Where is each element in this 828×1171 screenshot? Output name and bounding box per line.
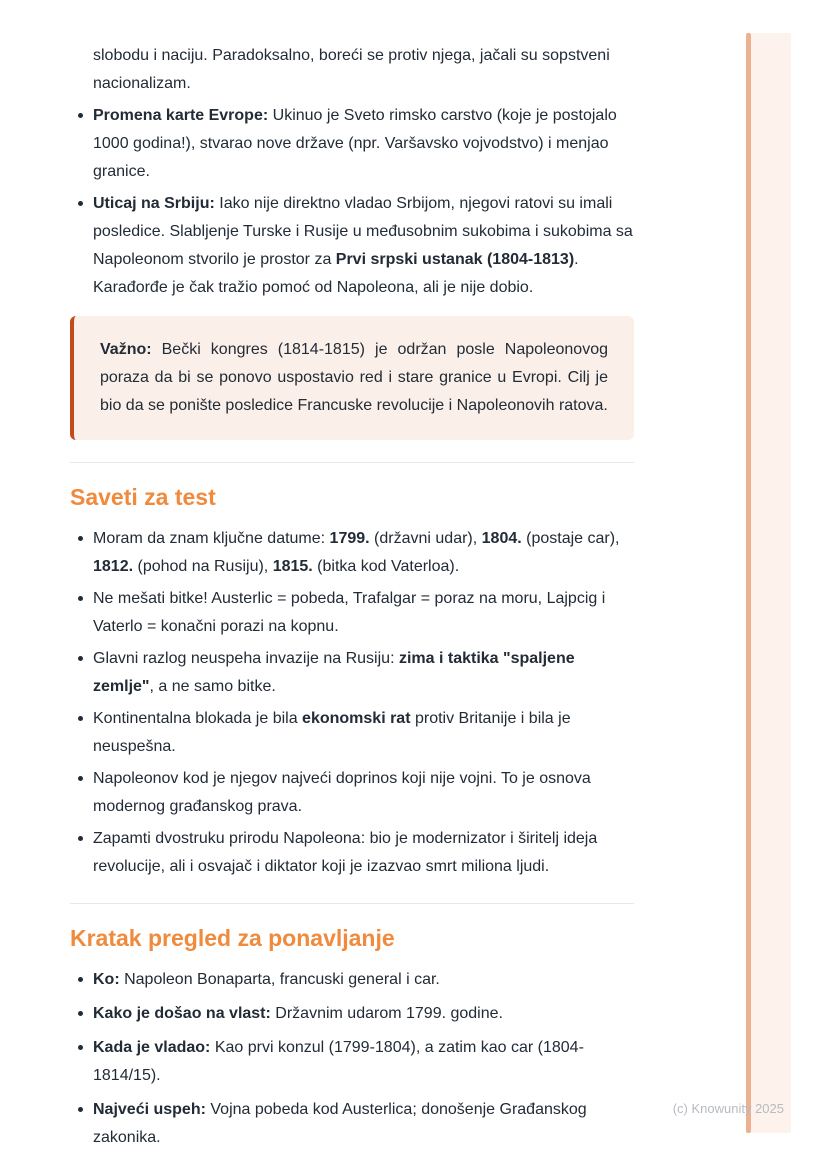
bold-text-segment: 1804. (481, 530, 522, 547)
list-item (93, 190, 634, 302)
list-item (93, 966, 634, 994)
document-content (70, 42, 634, 1158)
text-segment: . Karađorđe je čak tražio pomoć od Napoleona, ali je nije dobio. (93, 251, 579, 296)
text-segment: (pohod na Rusiju), (133, 558, 273, 575)
text-segment: Državnim udarom 1799. godine. (270, 1005, 503, 1022)
bold-text-segment: Prvi srpski ustanak (1804-1813) (335, 251, 575, 268)
bold-text-segment: 1815. (272, 558, 313, 575)
divider (70, 462, 634, 463)
text-segment: Zapamti dvostruku prirodu Napoleona: bio je modernizator i širitelj ideja revolucije, ali i osvajač i diktator koji je izazvao smrt miliona ljudi. (93, 830, 598, 875)
copyright-watermark: (c) Knowunity 2025 (672, 1101, 784, 1116)
paragraph-continuation: slobodu i naciju. Paradoksalno, boreći se protiv njega, jačali su sopstveni nacionalizam. (93, 47, 610, 92)
bold-text-segment: Kada je vladao: (93, 1039, 211, 1056)
bold-text-segment: Promena karte Evrope: (93, 107, 269, 124)
page-edge-band (751, 33, 791, 1133)
list-item (93, 1034, 634, 1090)
important-callout (70, 316, 634, 440)
review-bullet-list (70, 966, 634, 1152)
tips-bullet-list (70, 525, 634, 881)
list-item (93, 825, 634, 881)
bold-text-segment: zima i taktika "spaljene zemlje" (93, 650, 575, 695)
text-segment: Napoleon Bonaparta, francuski general i car. (119, 971, 440, 988)
list-item (93, 705, 634, 761)
bold-text-segment: ekonomski rat (302, 710, 411, 727)
divider (70, 903, 634, 904)
text-segment: protiv Britanije i bila je neuspešna. (93, 710, 571, 755)
bold-text-segment: Kako je došao na vlast: (93, 1005, 271, 1022)
page-edge-line (746, 33, 751, 1133)
list-item (93, 1000, 634, 1028)
text-segment: Ukinuo je Sveto rimsko carstvo (koje je postojalo 1000 godina!), stvarao nove države (npr. Varšavsko vojvodstvo) i menjao granice. (93, 107, 617, 180)
bold-text-segment: Uticaj na Srbiju: (93, 195, 215, 212)
list-item (93, 1096, 634, 1152)
list-item (93, 765, 634, 821)
text-segment: Kao prvi konzul (1799-1804), a zatim kao car (1804-1814/15). (93, 1039, 584, 1084)
section-heading-tips: Saveti za test (70, 484, 216, 510)
bold-text-segment: Najveći uspeh: (93, 1101, 206, 1118)
text-segment: Glavni razlog neuspeha invazije na Rusiju: (93, 650, 399, 667)
text-segment: Ne mešati bitke! Austerlic = pobeda, Trafalgar = poraz na moru, Lajpcig i Vaterlo = konačni porazi na kopnu. (93, 590, 606, 635)
bold-text-segment: 1799. (329, 530, 370, 547)
bold-text-segment: Ko: (93, 971, 120, 988)
callout-paragraph (100, 336, 608, 420)
text-segment: Napoleonov kod je njegov najveći doprinos koji nije vojni. To je osnova modernog građanskog prava. (93, 770, 591, 815)
text-segment: (postaje car), (521, 530, 620, 547)
list-item (93, 525, 634, 581)
list-item (93, 645, 634, 701)
callout-label: Važno: (100, 341, 152, 358)
intro-bullet-list (70, 102, 634, 302)
text-segment: (bitka kod Vaterloa). (312, 558, 460, 575)
text-segment: (državni udar), (369, 530, 482, 547)
list-item (93, 585, 634, 641)
text-segment: Iako nije direktno vladao Srbijom, njegovi ratovi su imali posledice. Slabljenje Turske i Rusije u međusobnim sukobima i sukobima sa Napoleonom stvorilo je prostor za (93, 195, 633, 268)
text-segment: Kontinentalna blokada je bila (93, 710, 303, 727)
text-segment: Moram da znam ključne datume: (93, 530, 330, 547)
callout-text: Bečki kongres (1814-1815) je održan posle Napoleonovog poraza da bi se ponovo uspostavio red i stare granice u Evropi. Cilj je bio da se ponište posledice Francuske revolucije i Napoleonovih ratova. (100, 341, 608, 414)
text-segment: Vojna pobeda kod Austerlica; donošenje Građanskog zakonika. (93, 1101, 587, 1146)
section-heading-review: Kratak pregled za ponavljanje (70, 925, 395, 951)
bold-text-segment: 1812. (93, 558, 134, 575)
list-item (93, 102, 634, 186)
text-segment: , a ne samo bitke. (149, 678, 276, 695)
